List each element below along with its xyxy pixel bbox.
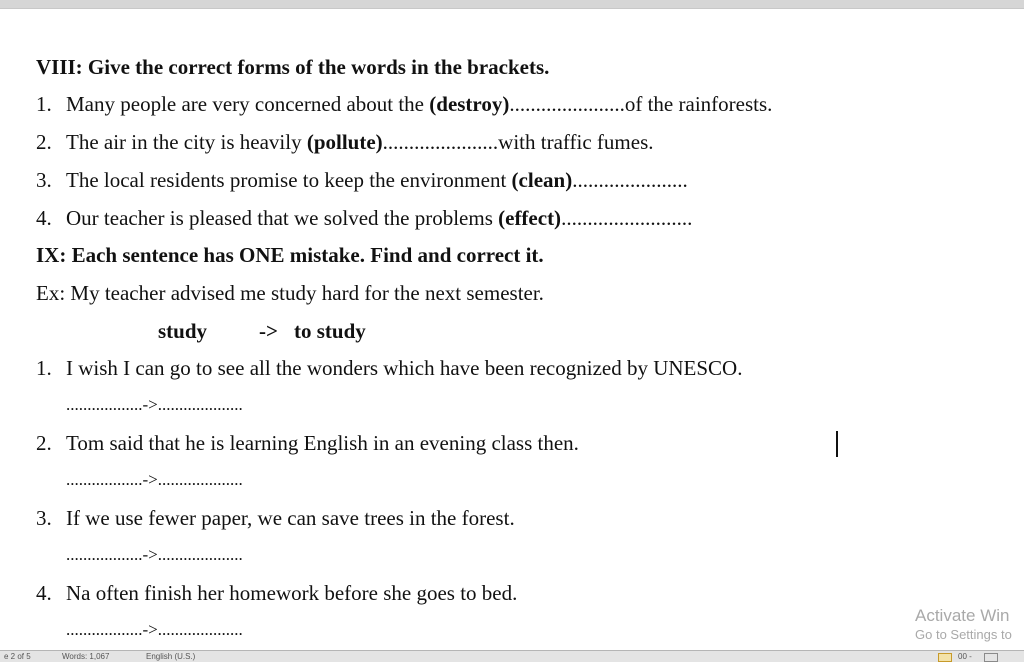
ex8-item-4: 4. Our teacher is pleased that we solved the problems (effect).........................	[36, 206, 693, 230]
document-page	[0, 8, 1024, 651]
text-cursor	[836, 431, 838, 457]
language-indicator[interactable]: English (U.S.)	[146, 652, 196, 661]
word-count[interactable]: Words: 1,067	[62, 652, 110, 661]
view-mode-label[interactable]: 00 -	[958, 652, 972, 661]
ex8-item-2: 2. The air in the city is heavily (pollute)......................with traffic fumes.	[36, 130, 654, 154]
exercise-8-title: VIII: Give the correct forms of the words in the brackets.	[36, 55, 550, 79]
ex8-item-3: 3. The local residents promise to keep the environment (clean)......................	[36, 168, 688, 192]
activation-watermark: Activate Win Go to Settings to	[915, 606, 1012, 642]
ex9-item-4: 4. Na often finish her homework before she goes to bed.	[36, 581, 518, 605]
ex9-answer-4[interactable]: ..................->....................	[66, 620, 243, 639]
example-correction: study -> to study	[158, 319, 366, 343]
ex9-answer-2[interactable]: ..................->....................	[66, 470, 243, 489]
ex8-item-1: 1. Many people are very concerned about the (destroy)......................of the rainforests.	[36, 92, 773, 116]
ex9-answer-1[interactable]: ..................->....................	[66, 395, 243, 414]
status-bar	[0, 650, 1024, 662]
exercise-9-example: Ex: My teacher advised me study hard for the next semester.	[36, 281, 544, 305]
ex9-item-3: 3. If we use fewer paper, we can save trees in the forest.	[36, 506, 515, 530]
ex9-item-2: 2. Tom said that he is learning English in an evening class then.	[36, 431, 579, 455]
ex9-answer-3[interactable]: ..................->....................	[66, 545, 243, 564]
ex9-item-1: 1. I wish I can go to see all the wonders which have been recognized by UNESCO.	[36, 356, 743, 380]
exercise-9-title: IX: Each sentence has ONE mistake. Find and correct it.	[36, 243, 544, 267]
page-count[interactable]: e 2 of 5	[4, 652, 31, 661]
